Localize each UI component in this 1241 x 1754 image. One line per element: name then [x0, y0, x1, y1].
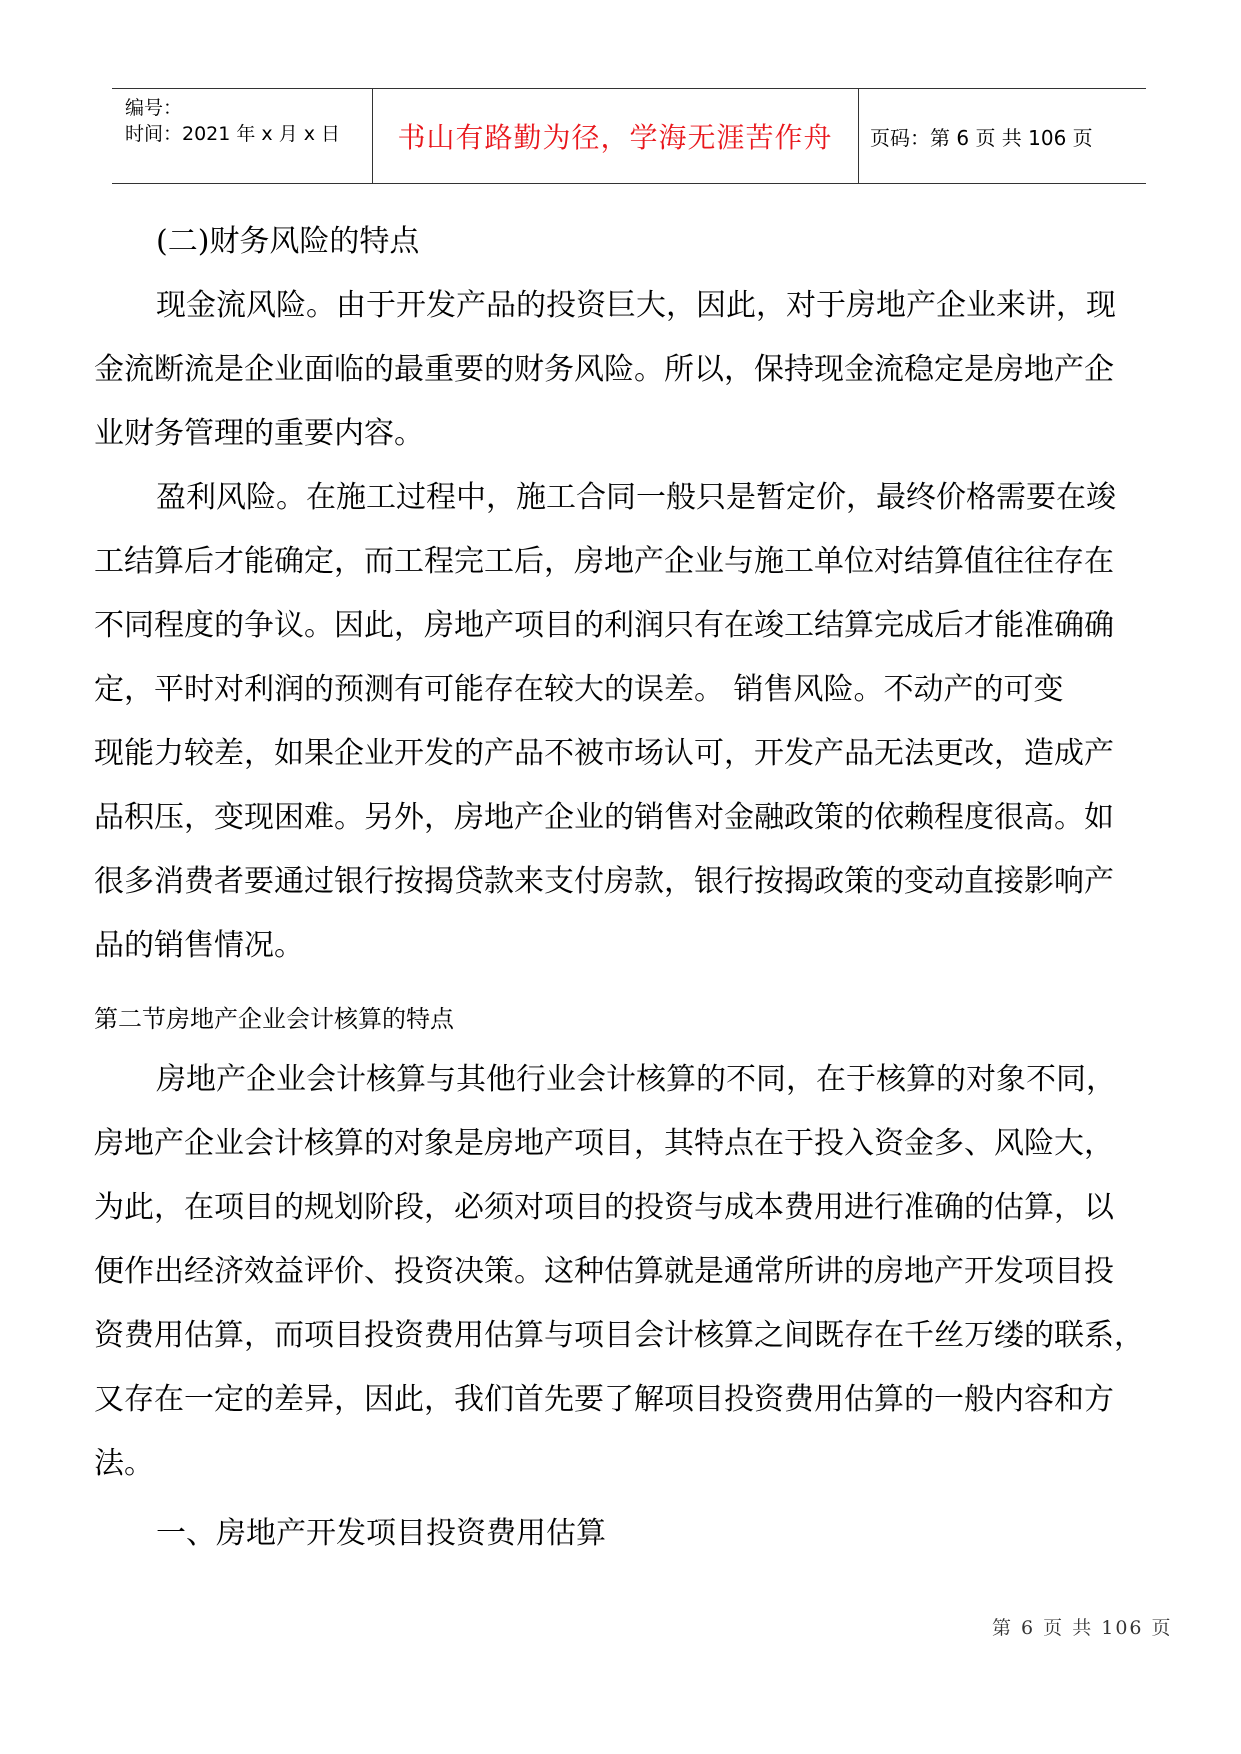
paragraph-line: 房地产企业会计核算的对象是房地产项目，其特点在于投入资金多、风险大， [94, 1126, 1114, 1161]
header-divider-right [858, 89, 859, 183]
paragraph-line: 金流断流是企业面临的最重要的财务风险。所以，保持现金流稳定是房地产企 [94, 352, 1114, 387]
paragraph-line: 定，平时对利润的预测有可能存在较大的误差。 销售风险。不动产的可变 [94, 672, 1064, 707]
heading-finance-risk: (二)财务风险的特点 [156, 224, 420, 259]
paragraph-line: 业财务管理的重要内容。 [94, 416, 424, 451]
paragraph-line: 法。 [94, 1446, 154, 1481]
paragraph-line: 品积压，变现困难。另外，房地产企业的销售对金融政策的依赖程度很高。如 [94, 800, 1114, 835]
section-title: 第二节房地产企业会计核算的特点 [94, 1005, 454, 1033]
header-meta [125, 95, 340, 147]
paragraph-line: 工结算后才能确定，而工程完工后，房地产企业与施工单位对结算值往往存在 [94, 544, 1114, 579]
heading-investment-estimate: 一、房地产开发项目投资费用估算 [156, 1516, 606, 1551]
page-footer: 第 6 页 共 106 页 [992, 1617, 1173, 1639]
paragraph-line: 现金流风险。由于开发产品的投资巨大，因此，对于房地产企业来讲，现 [156, 288, 1116, 323]
document-date-label: 时间：2021 年 x 月 x 日 [125, 123, 341, 145]
paragraph-line: 品的销售情况。 [94, 928, 304, 963]
header-page-info: 页码：第 6 页 共 106 页 [870, 125, 1093, 150]
header-motto: 书山有路勤为径，学海无涯苦作舟 [397, 121, 833, 154]
paragraph-line: 盈利风险。在施工过程中，施工合同一般只是暂定价，最终价格需要在竣 [156, 480, 1116, 515]
paragraph-line: 为此，在项目的规划阶段，必须对项目的投资与成本费用进行准确的估算，以 [94, 1190, 1114, 1225]
document-number-label: 编号： [125, 97, 183, 119]
paragraph-line: 房地产企业会计核算与其他行业会计核算的不同，在于核算的对象不同， [156, 1062, 1116, 1097]
paragraph-line: 又存在一定的差异，因此，我们首先要了解项目投资费用估算的一般内容和方 [94, 1382, 1114, 1417]
paragraph-line: 资费用估算，而项目投资费用估算与项目会计核算之间既存在千丝万缕的联系， [94, 1318, 1144, 1353]
document-header [112, 88, 1146, 184]
header-divider-left [372, 89, 373, 183]
paragraph-line: 很多消费者要通过银行按揭贷款来支付房款，银行按揭政策的变动直接影响产 [94, 864, 1114, 899]
paragraph-line: 不同程度的争议。因此，房地产项目的利润只有在竣工结算完成后才能准确确 [94, 608, 1114, 643]
paragraph-line: 现能力较差，如果企业开发的产品不被市场认可，开发产品无法更改，造成产 [94, 736, 1114, 771]
paragraph-line: 便作出经济效益评价、投资决策。这种估算就是通常所讲的房地产开发项目投 [94, 1254, 1114, 1289]
